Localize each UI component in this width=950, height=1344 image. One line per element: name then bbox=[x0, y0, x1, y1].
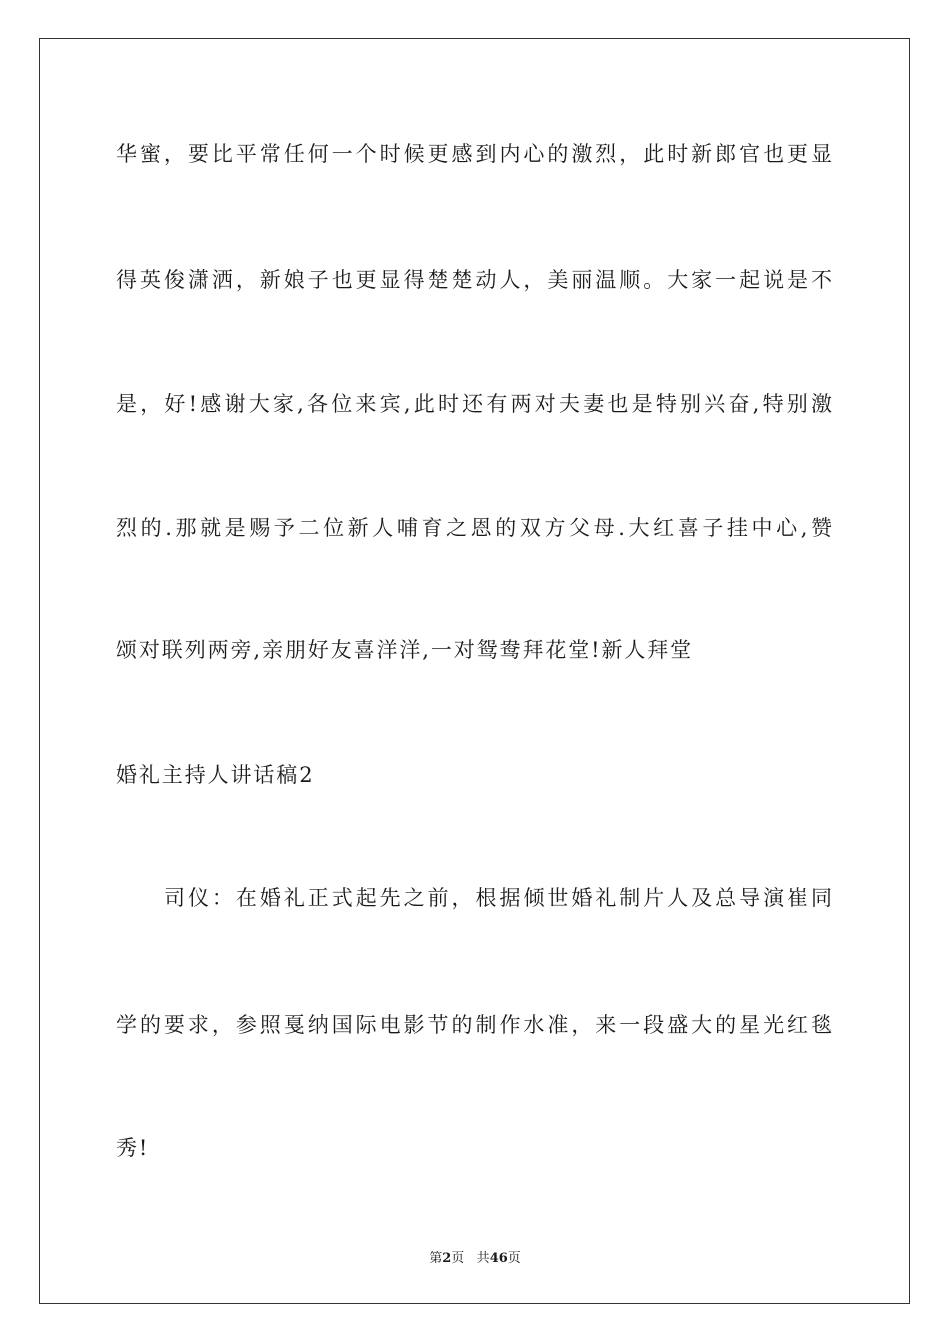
page-suffix: 页 bbox=[451, 1251, 465, 1266]
section-heading: 婚礼主持人讲话稿2 bbox=[116, 763, 315, 787]
page-number: 2 bbox=[442, 1251, 452, 1266]
page-border bbox=[39, 38, 910, 1304]
total-prefix: 共 bbox=[476, 1251, 490, 1266]
paragraph-line-2: 学的要求，参照戛纳国际电影节的制作水准，来一段盛大的星光红毯 bbox=[116, 1013, 832, 1037]
body-line-5: 颂对联列两旁,亲朋好友喜洋洋,一对鸳鸯拜花堂!新人拜堂 bbox=[116, 638, 694, 662]
body-line-4: 烈的.那就是赐予二位新人哺育之恩的双方父母.大红喜子挂中心,赞 bbox=[116, 516, 832, 540]
page-prefix: 第 bbox=[429, 1251, 443, 1266]
body-line-3: 是，好!感谢大家,各位来宾,此时还有两对夫妻也是特别兴奋,特别激 bbox=[116, 392, 832, 416]
paragraph-line-3: 秀! bbox=[116, 1136, 150, 1160]
total-suffix: 页 bbox=[507, 1251, 521, 1266]
paragraph-line-1: 司仪：在婚礼正式起先之前，根据倾世婚礼制片人及总导演崔同 bbox=[164, 886, 832, 910]
body-line-2: 得英俊潇洒，新娘子也更显得楚楚动人，美丽温顺。大家一起说是不 bbox=[116, 268, 832, 292]
total-pages: 46 bbox=[489, 1251, 508, 1266]
page-footer bbox=[0, 1247, 950, 1266]
body-line-1: 华蜜，要比平常任何一个时候更感到内心的激烈，此时新郎官也更显 bbox=[116, 142, 832, 166]
